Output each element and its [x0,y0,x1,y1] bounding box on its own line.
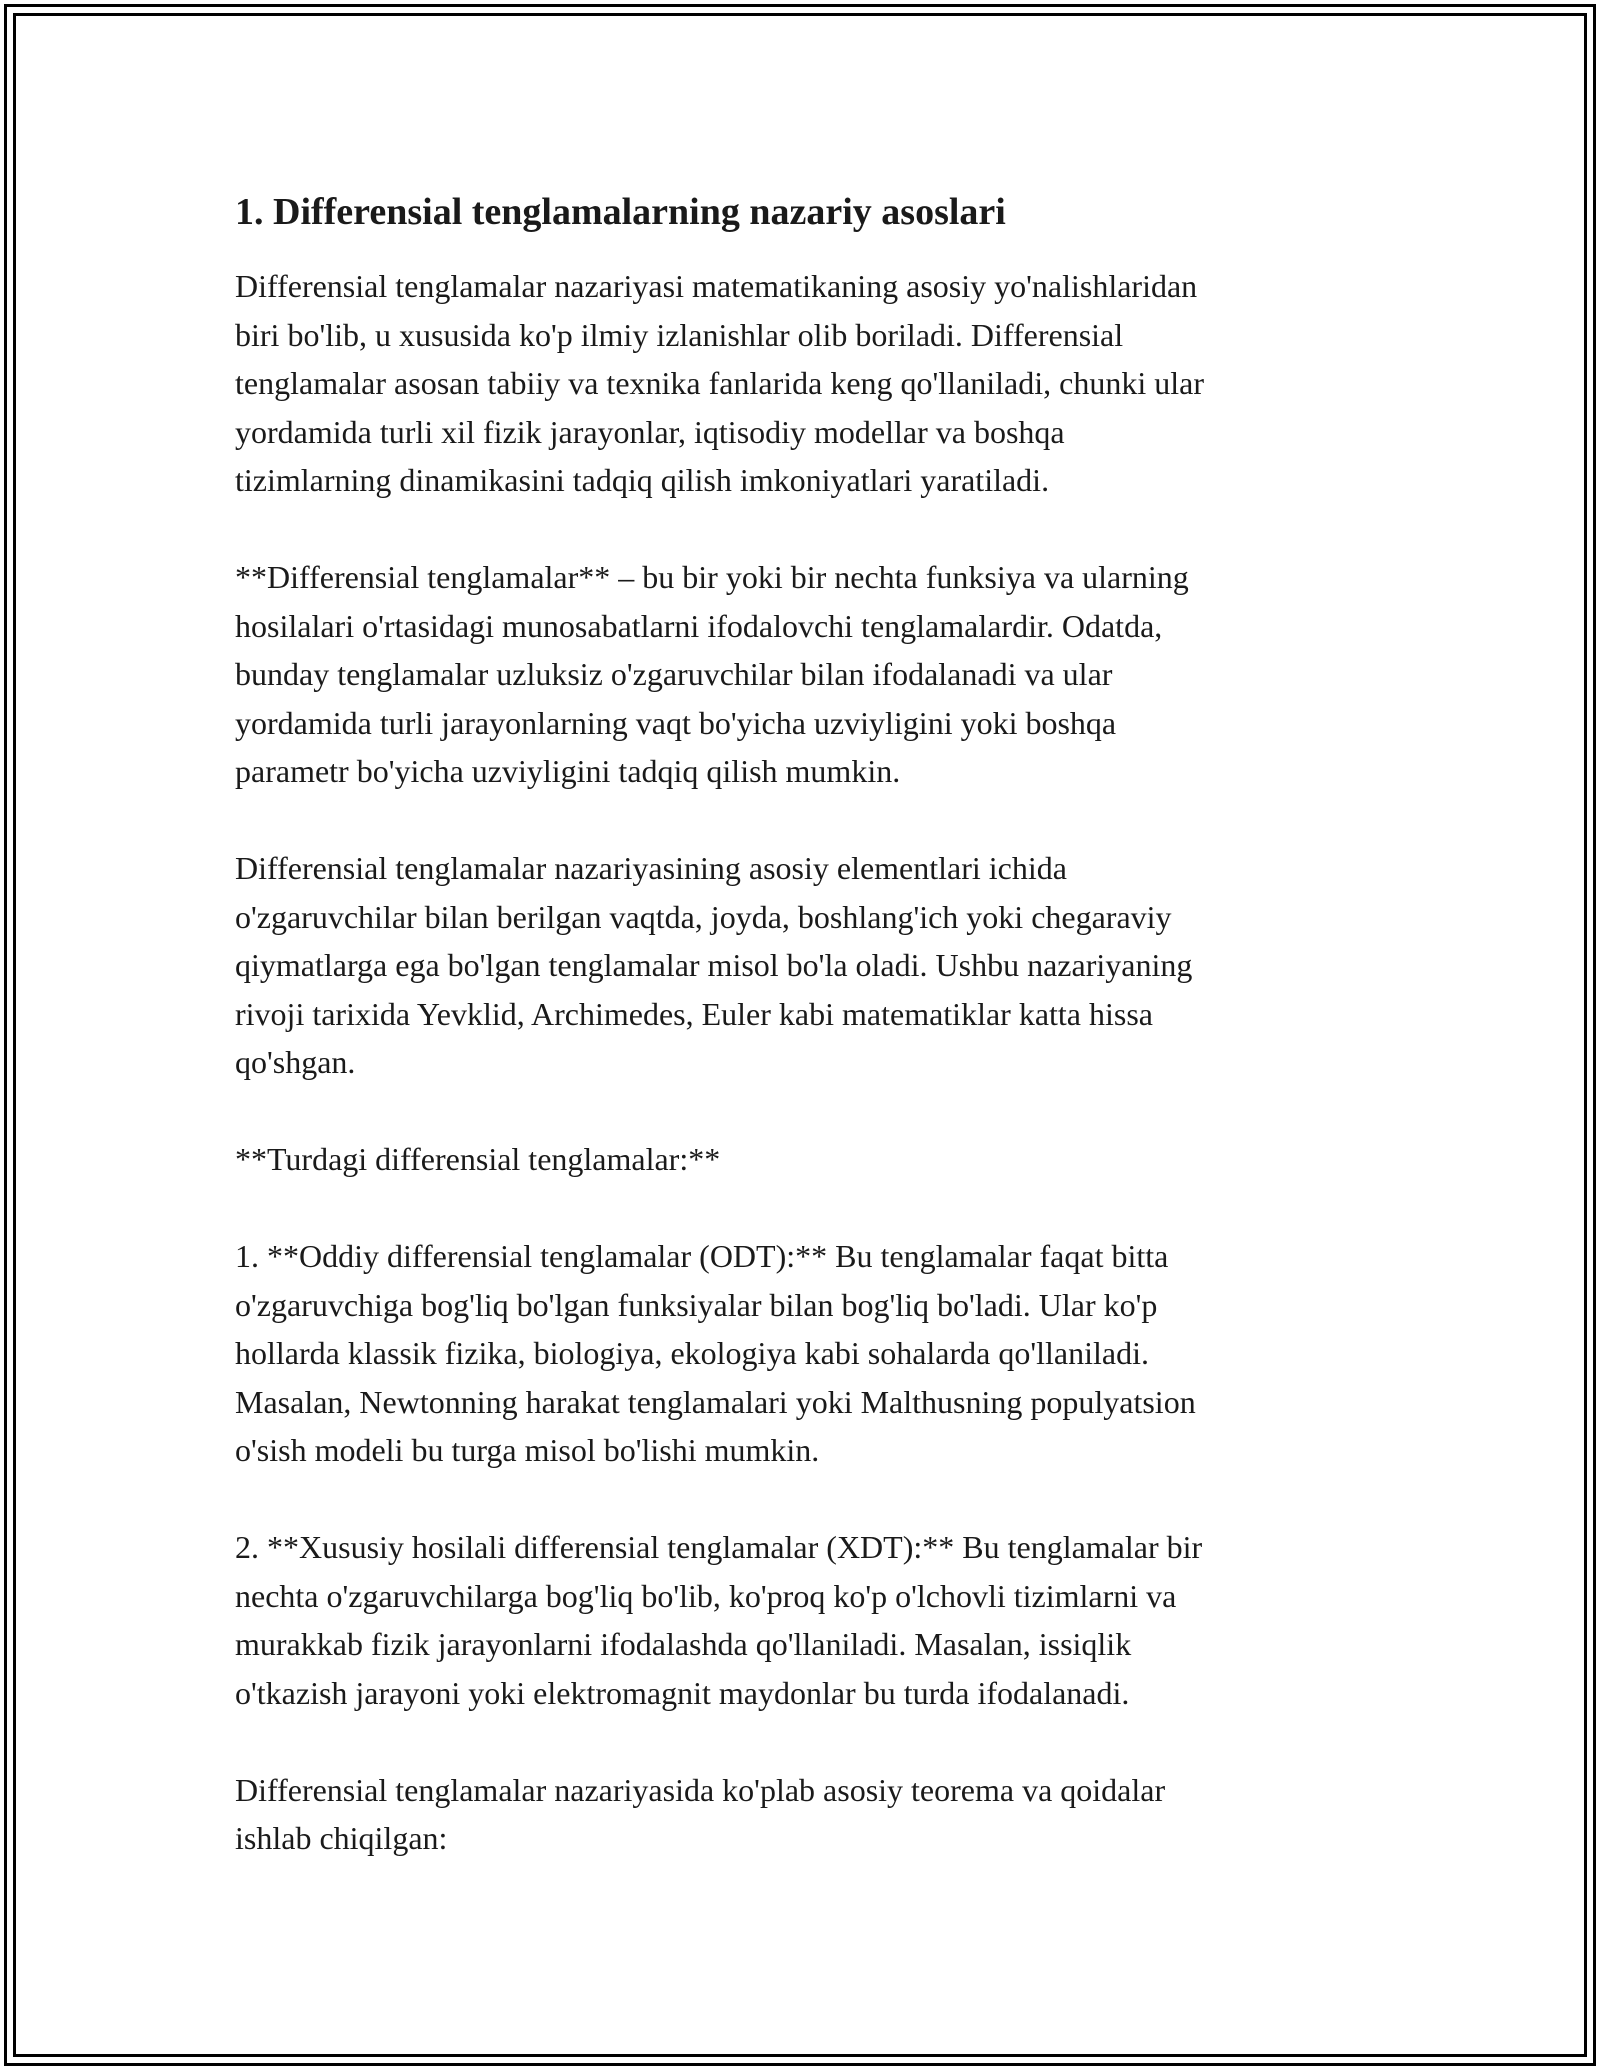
text-line: parametr bo'yicha uzviyligini tadqiq qilish mumkin. [235,753,901,789]
text-line: hosilalari o'rtasidagi munosabatlarni ifodalovchi tenglamalardir. Odatda, [235,607,1163,644]
text-line: Differensial tenglamalar nazariyasida ko'plab asosiy teorema va qoidalar [235,1771,1166,1808]
text-line: **Differensial tenglamalar** – bu bir yoki bir nechta funksiya va ularning [235,559,1189,595]
list-item-xdt [235,1523,1365,1717]
text-line: nechta o'zgaruvchilarga bog'liq bo'lib, ko'proq ko'p o'lchovli tizimlarni va [235,1577,1177,1614]
paragraph-types-heading [235,1135,1365,1184]
text-line: yordamida turli jarayonlarning vaqt bo'yicha uzviyligini yoki boshqa [235,704,1117,741]
section-heading: 1. Differensial tenglamalarning nazariy asoslari [235,191,1006,233]
text-line: ishlab chiqilgan: [235,1820,448,1856]
text-line: hollarda klassik fizika, biologiya, ekologiya kabi sohalarda qo'llaniladi. [235,1335,1149,1371]
text-line: o'tkazish jarayoni yoki elektromagnit maydonlar bu turda ifodalanadi. [235,1674,1130,1711]
text-line: tenglamalar asosan tabiiy va texnika fanlarida keng qo'llaniladi, chunki ular [235,365,1204,401]
text-line: o'zgaruvchilar bilan berilgan vaqtda, joyda, boshlang'ich yoki chegaraviy [235,898,1172,935]
text-line: qiymatlarga ega bo'lgan tenglamalar misol bo'la oladi. Ushbu nazariyaning [235,947,1193,983]
text-line: o'sish modeli bu turga misol bo'lishi mumkin. [235,1432,820,1468]
text-line: o'zgaruvchiga bog'liq bo'lgan funksiyalar bilan bog'liq bo'ladi. Ular ko'p [235,1286,1158,1323]
text-line: 1. **Oddiy differensial tenglamalar (ODT):** Bu tenglamalar faqat bitta [235,1238,1169,1274]
text-line: tizimlarning dinamikasini tadqiq qilish imkoniyatlari yaratiladi. [235,462,1050,498]
paragraph-definition [235,553,1365,796]
text-line: murakkab fizik jarayonlarni ifodalashda qo'llaniladi. Masalan, issiqlik [235,1626,1132,1662]
list-item-odt [235,1232,1365,1475]
text-line: Differensial tenglamalar nazariyasi matematikaning asosiy yo'nalishlaridan [235,268,1198,304]
text-line: qo'shgan. [235,1044,356,1080]
text-line: biri bo'lib, u xususida ko'p ilmiy izlanishlar olib boriladi. Differensial [235,316,1124,353]
text-line: rivoji tarixida Yevklid, Archimedes, Euler kabi matematiklar katta hissa [235,995,1153,1032]
text-line: **Turdagi differensial tenglamalar:** [235,1141,721,1177]
document-body [235,182,1365,1911]
text-line: Differensial tenglamalar nazariyasining asosiy elementlari ichida [235,850,1067,886]
text-line: yordamida turli xil fizik jarayonlar, iqtisodiy modellar va boshqa [235,413,1065,450]
text-line: Masalan, Newtonning harakat tenglamalari yoki Malthusning populyatsion [235,1383,1196,1420]
paragraph-intro [235,262,1365,505]
paragraph-theorems [235,1766,1365,1863]
text-line: bunday tenglamalar uzluksiz o'zgaruvchilar bilan ifodalanadi va ular [235,656,1113,692]
text-line: 2. **Xususiy hosilali differensial tenglamalar (XDT):** Bu tenglamalar bir [235,1529,1203,1565]
paragraph-elements [235,844,1365,1087]
